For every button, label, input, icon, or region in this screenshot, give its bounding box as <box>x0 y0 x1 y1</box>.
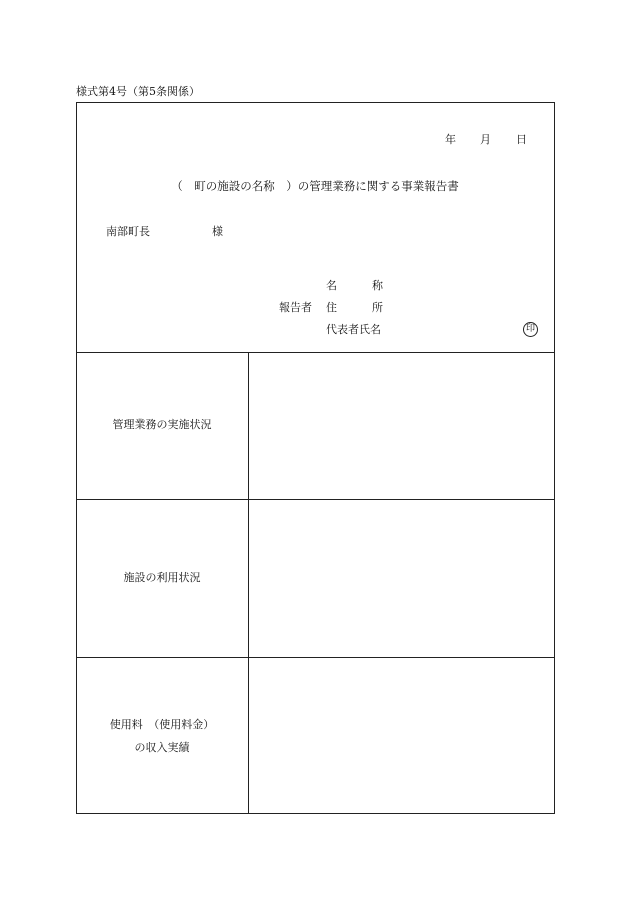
row-label-facility-usage: 施設の利用状況 <box>123 571 201 584</box>
address-label-2: 所 <box>372 301 383 314</box>
addressee-honorific: 様 <box>212 225 223 238</box>
reporter-label: 報告者 <box>279 301 312 314</box>
address-label-1: 住 <box>326 301 337 314</box>
cell-fee-income[interactable] <box>249 658 554 813</box>
name-label-2: 称 <box>372 279 383 292</box>
name-label-1: 名 <box>326 279 337 292</box>
seal-mark: 印 <box>523 322 538 337</box>
addressee-name: 南部町長 <box>106 225 150 238</box>
report-title: （ 町の施設の名称 ）の管理業務に関する事業報告書 <box>171 179 459 193</box>
representative-label: 代表者氏名 <box>326 323 381 336</box>
row-label-fee-line1: 使用料 （使用料金） <box>109 718 215 731</box>
date-day: 日 <box>516 133 527 146</box>
form-number-label: 様式第4号（第5条関係） <box>76 85 200 98</box>
row-label-management-status: 管理業務の実施状況 <box>112 418 212 431</box>
date-year: 年 <box>445 133 456 146</box>
row-label-fee-line2: の収入実績 <box>134 741 190 754</box>
cell-facility-usage[interactable] <box>249 500 554 656</box>
cell-management-status[interactable] <box>249 353 554 498</box>
date-month: 月 <box>480 133 491 146</box>
